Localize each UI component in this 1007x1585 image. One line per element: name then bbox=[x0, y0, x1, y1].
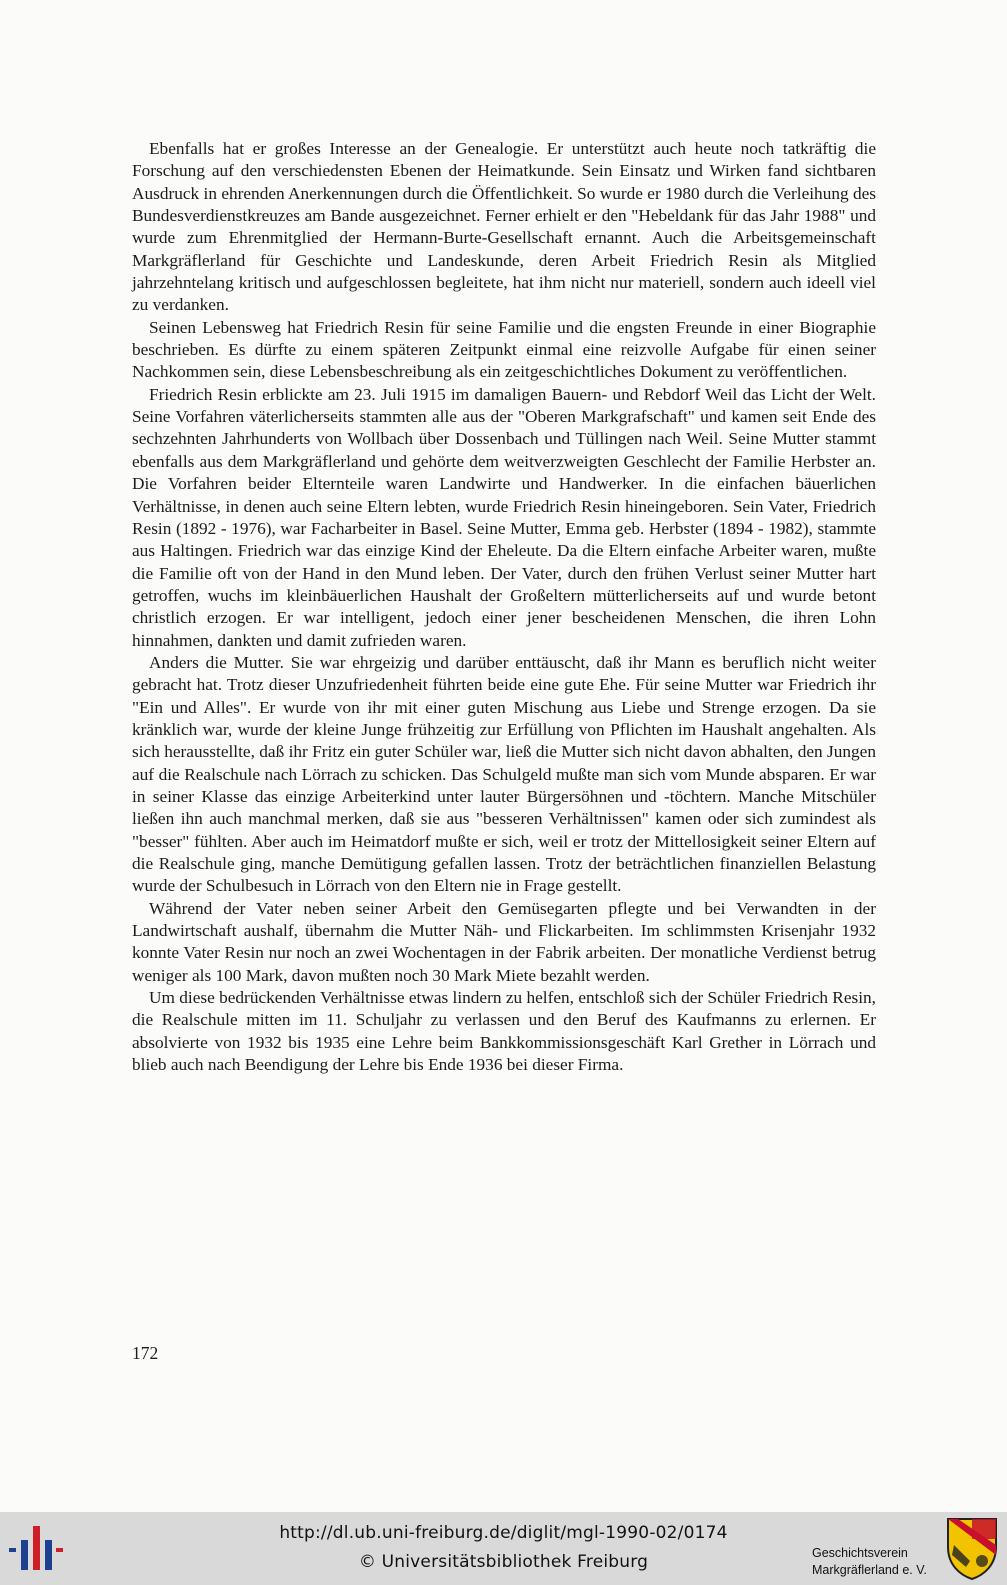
society-line-2: Markgräflerland e. V. bbox=[812, 1563, 927, 1577]
paragraph-3: Friedrich Resin erblickte am 23. Juli 1915 im damaligen Bauern- und Rebdorf Weil das Licht der Welt. Seine Vorfahren väterlicherseits stammten alle aus der "Oberen Markgrafschaft" und kamen seit Ende des sechzehnten Jahrhunderts von Wollbach über Dossenbach und Tüllingen nach Weil. Seine Mutter stammt ebenfalls aus dem Markgräflerland und gehörte dem weitverzweigten Geschlecht der Familie Herbster an. Die Vorfahren beider Elternteile waren Landwirte und Handwerker. In die einfachen bäuerlichen Verhältnisse, in denen auch seine Eltern lebten, wurde Friedrich Resin hineingeboren. Sein Vater, Friedrich Resin (1892 - 1976), war Facharbeiter in Basel. Seine Mutter, Emma geb. Herbster (1894 - 1982), stammte aus Haltingen. Friedrich war das einzige Kind der Eheleute. Da die Eltern einfache Arbeiter waren, mußte die Familie oft von der Hand in den Mund leben. Der Vater, durch den frühen Verlust seiner Mutter hart getroffen, wuchs im kleinbäuerlichen Haushalt der Großeltern mütterlicherseits auf und wurde betont christlich erzogen. Er war intelligent, jedoch einer jener bescheidenen Menschen, die ihren Lohn hinnahmen, dankten und damit zufrieden waren. bbox=[132, 384, 876, 650]
coat-of-arms-icon bbox=[944, 1515, 1000, 1581]
paragraph-6: Um diese bedrückenden Verhältnisse etwas lindern zu helfen, entschloß sich der Schüler Friedrich Resin, die Realschule mitten im 11. Schuljahr zu verlassen und den Beruf des Kaufmanns zu erlernen. Er absolvierte von 1932 bis 1935 eine Lehre beim Bankkommissionsgeschäft Karl Grether in Lörrach und blieb auch nach Beendigung der Lehre bis Ende 1936 bei dieser Firma. bbox=[132, 988, 876, 1075]
paragraph-5: Während der Vater neben seiner Arbeit den Gemüsegarten pflegte und bei Verwandten in der Landwirtschaft aushalf, übernahm die Mutter Näh- und Flickarbeiten. Im schlimmsten Krisenjahr 1932 konnte Vater Resin nur noch an zwei Wochentagen in der Fabrik arbeiten. Der monatliche Verdienst betrug weniger als 100 Mark, davon mußten noch 30 Mark Miete bezahlt werden. bbox=[132, 898, 876, 985]
document-url-link[interactable]: http://dl.ub.uni-freiburg.de/diglit/mgl-1990-02/0174 bbox=[279, 1523, 728, 1543]
copyright-text: © Universitätsbibliothek Freiburg bbox=[358, 1552, 649, 1572]
paragraph-2: Seinen Lebensweg hat Friedrich Resin für seine Familie und die engsten Freunde in einer Biographie beschrieben. Es dürfte zu einem späteren Zeitpunkt einmal eine reizvolle Aufgabe für einen seiner Nachkommen sein, diese Lebensbeschreibung als ein zeitgeschichtliches Dokument zu veröffentlichen. bbox=[132, 317, 876, 382]
paragraph-1: Ebenfalls hat er großes Interesse an der Genealogie. Er unterstützt auch heute noch tatkräftig die Forschung auf den verschiedensten Ebenen der Heimatkunde. Sein Einsatz und Wirken fand sichtbaren Ausdruck in ehrenden Anerkennungen durch die Öffentlichkeit. So wurde er 1980 durch die Verleihung des Bundesverdienstkreuzes am Bande ausgezeichnet. Ferner erhielt er den "Hebeldank für das Jahr 1988" und wurde zum Ehrenmitglied der Hermann-Burte-Gesellschaft ernannt. Auch die Arbeitsgemeinschaft Markgräflerland für Geschichte und Landeskunde, deren Arbeit Friedrich Resin als Mitglied jahrzehntelang kritisch und aufgeschlossen begleitete, hat ihm nicht nur materiell, sondern auch ideell viel zu verdanken. bbox=[132, 139, 876, 315]
page-number: 172 bbox=[132, 1343, 159, 1363]
body-text bbox=[132, 138, 876, 1076]
footer-bar bbox=[0, 1512, 1007, 1585]
society-line-1: Geschichtsverein bbox=[812, 1546, 908, 1560]
paragraph-4: Anders die Mutter. Sie war ehrgeizig und darüber enttäuscht, daß ihr Mann es beruflich nicht weiter gebracht hat. Trotz dieser Unzufriedenheit führten beide eine gute Ehe. Für seine Mutter war Friedrich ihr "Ein und Alles". Er wurde von ihr mit einer guten Mischung aus Liebe und Strenge erzogen. Da sie kränklich war, wurde der kleine Junge frühzeitig zur Erfüllung von Pflichten im Haushalt angehalten. Als sich herausstellte, daß ihr Fritz ein guter Schüler war, ließ die Mutter sich nicht davon abhalten, den Jungen auf die Realschule nach Lörrach zu schicken. Das Schulgeld mußte man sich vom Munde absparen. Er war in seiner Klasse das einzige Arbeiterkind unter lauter Bürgersöhnen und -töchtern. Manche Mitschüler ließen ihn auch manchmal merken, daß sie aus "besseren Verhältnissen" kamen oder sich zumindest als "besser" fühlten. Aber auch im Heimatdorf mußte er sich, weil er trotz der Mittellosigkeit seiner Eltern auf die Realschule ging, manche Demütigung gefallen lassen. Trotz der beträchtlichen finanziellen Belastung wurde der Schulbesuch in Lörrach von den Eltern nie in Frage gestellt. bbox=[132, 652, 876, 896]
society-name bbox=[812, 1545, 927, 1579]
